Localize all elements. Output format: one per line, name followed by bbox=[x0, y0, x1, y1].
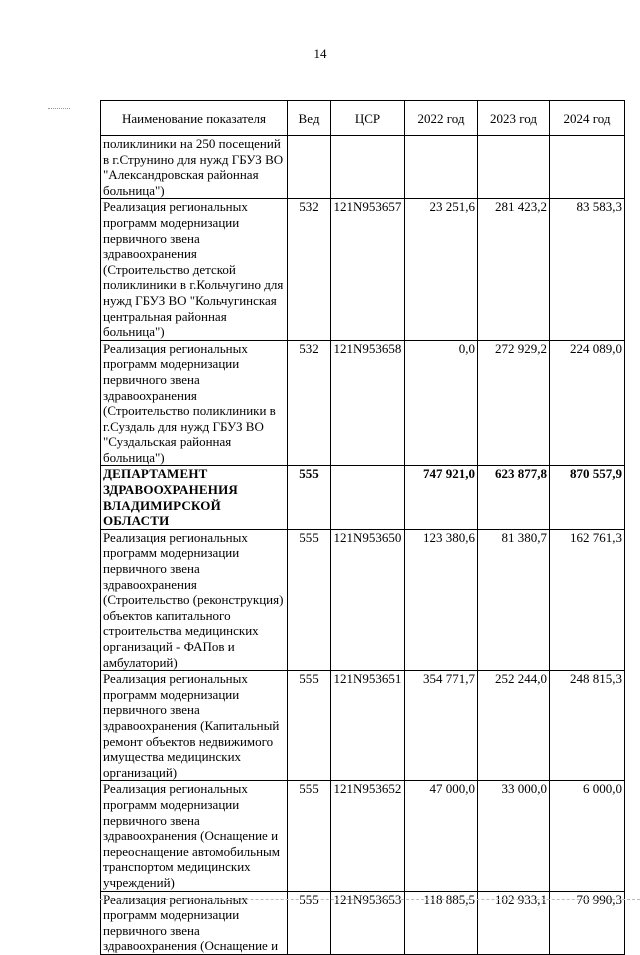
table-row bbox=[101, 529, 625, 670]
table-row-department bbox=[101, 466, 625, 529]
row-name: Реализация региональных программ модернизации первичного звена здравоохранения (Оснащение и переоснащение автомобильным транспортом медицинских учреждений) bbox=[101, 781, 288, 891]
row-name: ДЕПАРТАМЕНТ ЗДРАВООХРАНЕНИЯ ВЛАДИМИРСКОЙ ОБЛАСТИ bbox=[101, 466, 288, 529]
row-csr: 121N953652 bbox=[331, 781, 405, 891]
header-2023: 2023 год bbox=[478, 101, 550, 136]
row-ved bbox=[288, 136, 331, 199]
table-row bbox=[101, 891, 625, 954]
table-row bbox=[101, 781, 625, 891]
page-number: 14 bbox=[313, 46, 327, 61]
row-2022: 0,0 bbox=[405, 340, 478, 466]
row-2024: 6 000,0 bbox=[550, 781, 625, 891]
row-2023 bbox=[478, 136, 550, 199]
row-2023: 102 933,1 bbox=[478, 891, 550, 954]
row-2023: 81 380,7 bbox=[478, 529, 550, 670]
header-csr: ЦСР bbox=[331, 101, 405, 136]
table-row bbox=[101, 199, 625, 340]
table-row bbox=[101, 340, 625, 466]
row-ved: 555 bbox=[288, 529, 331, 670]
row-2022: 747 921,0 bbox=[405, 466, 478, 529]
row-csr: 121N953650 bbox=[331, 529, 405, 670]
budget-table bbox=[100, 100, 625, 955]
page-bottom-edge bbox=[100, 899, 640, 900]
row-ved: 555 bbox=[288, 891, 331, 954]
header-2022: 2022 год bbox=[405, 101, 478, 136]
row-2024: 83 583,3 bbox=[550, 199, 625, 340]
row-csr: 121N953658 bbox=[331, 340, 405, 466]
row-name: Реализация региональных программ модернизации первичного звена здравоохранения (Строительство детской поликлиники в г.Кольчугино для нужд ГБУЗ ВО "Кольчугинская центральная районная больница") bbox=[101, 199, 288, 340]
row-2023: 33 000,0 bbox=[478, 781, 550, 891]
row-name: поликлиники на 250 посещений в г.Струнино для нужд ГБУЗ ВО "Александровская районная больница") bbox=[101, 136, 288, 199]
row-name: Реализация региональных программ модернизации первичного звена здравоохранения (Капитальный ремонт объектов недвижимого имущества медицинских организаций) bbox=[101, 671, 288, 781]
row-ved: 555 bbox=[288, 466, 331, 529]
row-2024: 70 990,3 bbox=[550, 891, 625, 954]
row-2023: 272 929,2 bbox=[478, 340, 550, 466]
row-2022: 23 251,6 bbox=[405, 199, 478, 340]
row-name: Реализация региональных программ модернизации первичного звена здравоохранения (Строительство поликлиники в г.Суздаль для нужд ГБУЗ ВО "Суздальская районная больница") bbox=[101, 340, 288, 466]
row-2024 bbox=[550, 136, 625, 199]
header-2024: 2024 год bbox=[550, 101, 625, 136]
row-2022: 47 000,0 bbox=[405, 781, 478, 891]
header-ved: Вед bbox=[288, 101, 331, 136]
row-csr bbox=[331, 136, 405, 199]
table-row bbox=[101, 671, 625, 781]
row-2022: 123 380,6 bbox=[405, 529, 478, 670]
margin-mark bbox=[48, 108, 70, 110]
row-2022: 354 771,7 bbox=[405, 671, 478, 781]
row-2022 bbox=[405, 136, 478, 199]
row-name: Реализация региональных программ модернизации первичного звена здравоохранения (Оснащение и bbox=[101, 891, 288, 954]
row-2024: 870 557,9 bbox=[550, 466, 625, 529]
row-2023: 281 423,2 bbox=[478, 199, 550, 340]
row-csr: 121N953657 bbox=[331, 199, 405, 340]
row-ved: 532 bbox=[288, 340, 331, 466]
row-ved: 532 bbox=[288, 199, 331, 340]
row-ved: 555 bbox=[288, 781, 331, 891]
row-ved: 555 bbox=[288, 671, 331, 781]
row-2023: 252 244,0 bbox=[478, 671, 550, 781]
row-csr: 121N953651 bbox=[331, 671, 405, 781]
row-name: Реализация региональных программ модернизации первичного звена здравоохранения (Строительство (реконструкция) объектов капитального строительства медицинских организаций - ФАПов и амбулаторий) bbox=[101, 529, 288, 670]
header-name: Наименование показателя bbox=[101, 101, 288, 136]
row-2024: 248 815,3 bbox=[550, 671, 625, 781]
row-2023: 623 877,8 bbox=[478, 466, 550, 529]
row-2024: 224 089,0 bbox=[550, 340, 625, 466]
row-csr: 121N953653 bbox=[331, 891, 405, 954]
row-2024: 162 761,3 bbox=[550, 529, 625, 670]
row-csr bbox=[331, 466, 405, 529]
table-header-row bbox=[101, 101, 625, 136]
table-row bbox=[101, 136, 625, 199]
row-2022: 118 885,5 bbox=[405, 891, 478, 954]
